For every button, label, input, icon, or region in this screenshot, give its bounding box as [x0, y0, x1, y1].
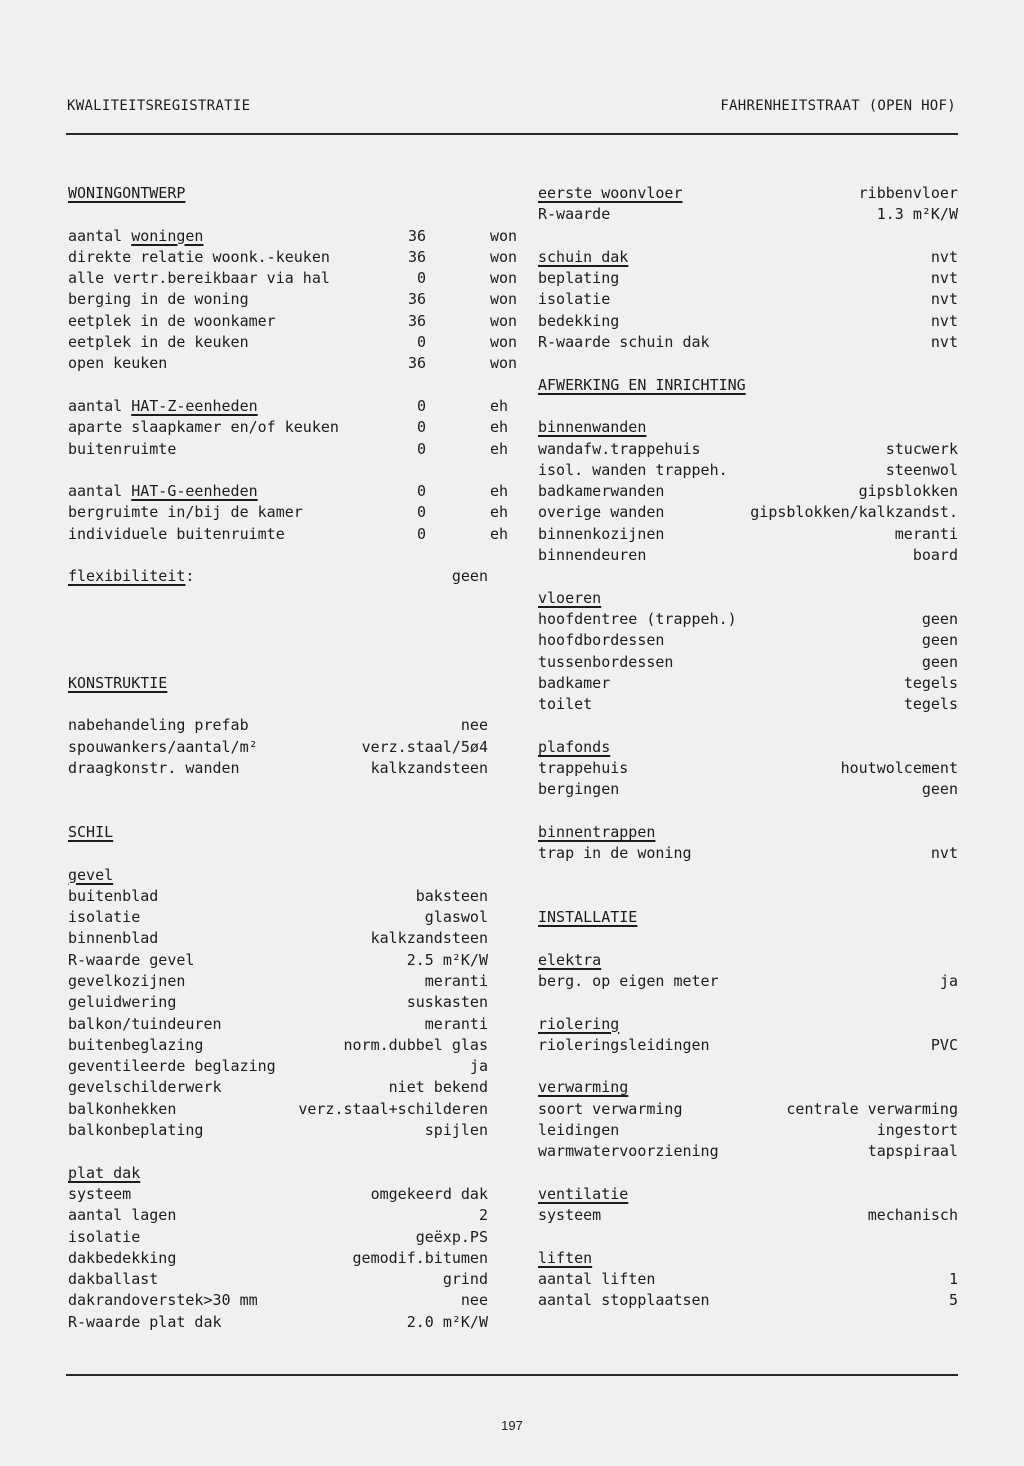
row-label: R-waarde gevel — [68, 950, 195, 969]
row-label: isolatie — [538, 290, 611, 309]
row-label: open keuken — [68, 354, 168, 373]
subsection-title-binnentrappen: binnentrappen — [538, 822, 656, 841]
row-value: niet bekend — [388, 1078, 488, 1097]
data-row — [68, 950, 488, 971]
data-row — [538, 481, 958, 502]
data-row — [538, 971, 958, 992]
data-row — [538, 758, 958, 779]
row-unit: eh — [490, 396, 509, 415]
data-row — [538, 1205, 958, 1226]
row-label: geluidwering — [68, 993, 177, 1012]
page-number: 197 — [501, 1418, 523, 1433]
row-label: draagkonstr. wanden — [68, 759, 240, 778]
row-label-prefix: aantal — [68, 396, 132, 415]
row-label: toilet — [538, 695, 593, 714]
row-value: geen — [921, 631, 958, 650]
row-label: eetplek in de woonkamer — [68, 311, 276, 330]
schuin-dak-value: nvt — [930, 247, 958, 266]
data-row — [68, 439, 509, 460]
row-value: kalkzandsteen — [370, 929, 488, 948]
row-value: tegels — [903, 695, 958, 714]
section-title-schil: SCHIL — [68, 822, 114, 841]
row-value: nee — [460, 716, 488, 735]
data-row — [538, 439, 958, 460]
row-value: omgekeerd dak — [370, 1184, 488, 1203]
row-label: bergruimte in/bij de kamer — [68, 503, 303, 522]
row-count: 36 — [407, 311, 426, 330]
data-row — [68, 1227, 488, 1248]
data-row — [538, 1120, 958, 1141]
row-label: hoofdentree (trappeh.) — [538, 609, 737, 628]
row-label: aparte slaapkamer en/of keuken — [68, 418, 339, 437]
data-row — [68, 1184, 488, 1205]
row-label: buitenbeglazing — [68, 1035, 204, 1054]
subsection-title-vloeren: vloeren — [538, 588, 602, 607]
row-label: bedekking — [538, 311, 620, 330]
row-label: berg. op eigen meter — [538, 971, 719, 990]
row-unit: won — [490, 247, 518, 266]
row-count: 36 — [407, 354, 426, 373]
flexibility-value: geen — [451, 567, 488, 586]
section-title-woningontwerp: WONINGONTWERP — [68, 184, 186, 202]
row-label: wandafw.trappehuis — [538, 439, 701, 458]
row-label: soort verwarming — [538, 1099, 683, 1118]
row-label: aantal liften — [538, 1270, 656, 1289]
row-label: spouwankers/aantal/m² — [68, 737, 258, 756]
data-row — [68, 353, 518, 374]
subsection-title-gevel: gevel — [68, 865, 114, 884]
row-label: R-waarde — [538, 205, 611, 224]
row-value: meranti — [424, 1014, 488, 1033]
row-value: nvt — [930, 290, 958, 309]
data-row — [538, 204, 958, 225]
data-row — [68, 971, 488, 992]
row-value: steenwol — [885, 460, 958, 479]
row-label: isolatie — [68, 908, 141, 927]
data-row — [538, 779, 958, 800]
row-unit: won — [490, 269, 518, 288]
row-value: 2.5 m²K/W — [406, 950, 488, 969]
row-label: direkte relatie woonk.-keuken — [68, 247, 330, 266]
section-title-konstruktie: KONSTRUKTIE — [68, 673, 168, 692]
data-row — [68, 417, 509, 438]
row-label: berging in de woning — [68, 290, 249, 309]
header-left: KWALITEITSREGISTRATIE — [67, 98, 251, 114]
row-value: 2.0 m²K/W — [406, 1312, 488, 1331]
data-row — [538, 609, 958, 630]
row-label: dakballast — [68, 1270, 159, 1289]
row-label: badkamerwanden — [538, 482, 665, 501]
row-count: 0 — [416, 524, 426, 543]
data-row — [68, 1290, 488, 1311]
row-unit: won — [490, 290, 518, 309]
row-label: beplating — [538, 269, 620, 288]
row-value: geen — [921, 609, 958, 628]
data-row — [68, 502, 509, 523]
data-row — [68, 396, 509, 417]
data-row — [68, 758, 488, 779]
data-row — [68, 1205, 488, 1226]
row-label: balkonbeplating — [68, 1121, 204, 1140]
data-row — [68, 289, 518, 310]
row-count: 0 — [416, 482, 426, 501]
row-value: nvt — [930, 333, 958, 352]
row-value: suskasten — [406, 993, 488, 1012]
row-count: 36 — [407, 290, 426, 309]
row-unit: won — [490, 311, 518, 330]
data-row — [68, 1077, 488, 1098]
subsection-title-plat-dak: plat dak — [68, 1163, 141, 1182]
data-row — [68, 907, 488, 928]
row-label: hoofdbordessen — [538, 631, 665, 650]
row-value: centrale verwarming — [786, 1099, 958, 1118]
row-label: bergingen — [538, 780, 620, 799]
row-label: isol. wanden trappeh. — [538, 460, 728, 479]
row-value: nvt — [930, 269, 958, 288]
row-label: trap in de woning — [538, 844, 692, 863]
row-label — [68, 226, 203, 247]
row-value: kalkzandsteen — [370, 759, 488, 778]
row-label-underlined: HAT-G-eenheden — [131, 482, 258, 501]
row-label: dakrandoverstek>30 mm — [68, 1291, 258, 1310]
row-label: rioleringsleidingen — [538, 1035, 710, 1054]
data-row — [538, 1290, 958, 1311]
row-value: meranti — [424, 971, 488, 990]
row-value: norm.dubbel glas — [343, 1035, 488, 1054]
row-label: trappehuis — [538, 759, 629, 778]
row-value: glaswol — [424, 908, 488, 927]
row-count: 36 — [407, 226, 426, 245]
row-value: ja — [469, 1057, 488, 1076]
row-value: PVC — [930, 1035, 958, 1054]
subsection-title-riolering: riolering — [538, 1014, 620, 1033]
row-unit: eh — [490, 482, 509, 501]
row-label: R-waarde plat dak — [68, 1312, 222, 1331]
row-label: balkon/tuindeuren — [68, 1014, 222, 1033]
data-row — [538, 268, 958, 289]
data-row — [538, 694, 958, 715]
data-row — [68, 1056, 488, 1077]
row-value: tapspiraal — [867, 1142, 958, 1161]
row-label: gevelkozijnen — [68, 971, 186, 990]
row-label: systeem — [68, 1184, 132, 1203]
row-label: badkamer — [538, 673, 611, 692]
row-label: nabehandeling prefab — [68, 716, 249, 735]
data-row — [538, 289, 958, 310]
row-count: 36 — [407, 247, 426, 266]
row-label-prefix: aantal — [68, 226, 132, 245]
row-value: baksteen — [415, 886, 488, 905]
row-label: aantal stopplaatsen — [538, 1291, 710, 1310]
flexibility-colon: : — [185, 567, 195, 586]
data-row — [538, 843, 958, 864]
footer-rule — [66, 1374, 958, 1376]
row-label: individuele buitenruimte — [68, 524, 285, 543]
data-row — [68, 481, 509, 502]
data-row — [538, 652, 958, 673]
data-row — [68, 332, 518, 353]
data-row — [68, 1035, 488, 1056]
data-row — [68, 737, 488, 758]
row-value: spijlen — [424, 1121, 488, 1140]
row-value: meranti — [894, 524, 958, 543]
row-count: 0 — [416, 269, 426, 288]
row-label: tussenbordessen — [538, 652, 674, 671]
row-label: buitenblad — [68, 886, 159, 905]
row-value: nvt — [930, 844, 958, 863]
row-value: ja — [939, 971, 958, 990]
data-row — [68, 524, 509, 545]
row-label-underlined: HAT-Z-eenheden — [131, 396, 258, 415]
row-label: warmwatervoorziening — [538, 1142, 719, 1161]
row-label: gevelschilderwerk — [68, 1078, 222, 1097]
row-value: geen — [921, 780, 958, 799]
data-row — [538, 1099, 958, 1120]
row-value: mechanisch — [867, 1206, 958, 1225]
row-value: houtwolcement — [840, 759, 958, 778]
row-value: gipsblokken/kalkzandst. — [750, 503, 958, 522]
data-row — [68, 1120, 488, 1141]
row-value: 5 — [948, 1291, 958, 1310]
subsection-title-elektra: elektra — [538, 950, 602, 969]
row-label — [68, 481, 258, 502]
data-row — [68, 226, 518, 247]
data-row — [68, 247, 518, 268]
row-label: aantal lagen — [68, 1206, 177, 1225]
data-row — [538, 524, 958, 545]
row-label: isolatie — [68, 1227, 141, 1246]
row-value: nvt — [930, 311, 958, 330]
row-label: eetplek in de keuken — [68, 333, 249, 352]
row-label: overige wanden — [538, 503, 665, 522]
row-count: 0 — [416, 396, 426, 415]
row-value: gipsblokken — [858, 482, 958, 501]
row-value: 1 — [948, 1270, 958, 1289]
data-row — [538, 1141, 958, 1162]
row-label: systeem — [538, 1206, 602, 1225]
row-count: 0 — [416, 418, 426, 437]
row-unit: eh — [490, 418, 509, 437]
data-row — [68, 268, 518, 289]
row-count: 0 — [416, 503, 426, 522]
section-title-afwerking: AFWERKING EN INRICHTING — [538, 375, 746, 394]
row-value: 1.3 m²K/W — [876, 205, 958, 224]
row-unit: won — [490, 226, 518, 245]
row-value: nee — [460, 1291, 488, 1310]
row-label: alle vertr.bereikbaar via hal — [68, 269, 330, 288]
row-label: dakbedekking — [68, 1248, 177, 1267]
subsection-title-ventilatie: ventilatie — [538, 1184, 629, 1203]
subsection-title-eerste-woonvloer: eerste woonvloer — [538, 184, 683, 202]
data-row — [538, 332, 958, 353]
data-row — [68, 715, 488, 736]
row-label-prefix: aantal — [68, 482, 132, 501]
data-row — [538, 1035, 958, 1056]
row-label: binnenkozijnen — [538, 524, 665, 543]
header-right: FAHRENHEITSTRAAT (OPEN HOF) — [720, 98, 956, 114]
data-row — [68, 886, 488, 907]
data-row — [68, 1014, 488, 1035]
row-value: ingestort — [876, 1121, 958, 1140]
flexibility-label: flexibiliteit — [68, 567, 186, 586]
row-value: geen — [921, 652, 958, 671]
row-label: binnenblad — [68, 929, 159, 948]
row-unit: eh — [490, 439, 509, 458]
row-value: geëxp.PS — [415, 1227, 488, 1246]
data-row — [68, 1312, 488, 1333]
header-rule — [66, 133, 958, 135]
data-row — [68, 1248, 488, 1269]
row-count: 0 — [416, 439, 426, 458]
flexibility-row — [68, 566, 488, 587]
row-value: grind — [442, 1270, 488, 1289]
data-row — [538, 673, 958, 694]
data-row — [538, 545, 958, 566]
row-value: gemodif.bitumen — [352, 1248, 488, 1267]
row-value: board — [912, 546, 958, 565]
row-label: R-waarde schuin dak — [538, 333, 710, 352]
data-row — [68, 1099, 488, 1120]
row-count: 0 — [416, 333, 426, 352]
data-row — [538, 1269, 958, 1290]
row-label-underlined: woningen — [131, 226, 204, 245]
section-title-installatie: INSTALLATIE — [538, 908, 638, 927]
row-label: binnendeuren — [538, 546, 647, 565]
data-row — [68, 992, 488, 1013]
left-column — [68, 183, 518, 1333]
subsection-title-binnenwanden: binnenwanden — [538, 418, 647, 437]
row-value: verz.staal/5ø4 — [361, 737, 488, 756]
data-row — [538, 460, 958, 481]
subsection-title-liften: liften — [538, 1248, 593, 1267]
row-value: stucwerk — [885, 439, 958, 458]
row-value: 2 — [478, 1206, 488, 1225]
data-row — [538, 502, 958, 523]
row-unit: eh — [490, 524, 509, 543]
eerste-woonvloer-value: ribbenvloer — [858, 184, 958, 202]
data-row — [68, 311, 518, 332]
subsection-title-verwarming: verwarming — [538, 1078, 629, 1097]
right-column — [538, 183, 958, 1312]
row-label: buitenruimte — [68, 439, 177, 458]
subsection-title-plafonds: plafonds — [538, 737, 611, 756]
data-row — [68, 928, 488, 949]
data-row — [68, 1269, 488, 1290]
row-value: verz.staal+schilderen — [298, 1099, 488, 1118]
row-value: tegels — [903, 673, 958, 692]
subsection-title-schuin-dak: schuin dak — [538, 247, 629, 266]
row-label: leidingen — [538, 1121, 620, 1140]
row-unit: won — [490, 354, 518, 373]
row-label: balkonhekken — [68, 1099, 177, 1118]
data-row — [538, 311, 958, 332]
row-label: geventileerde beglazing — [68, 1057, 276, 1076]
row-unit: won — [490, 333, 518, 352]
row-label — [68, 396, 258, 417]
data-row — [538, 630, 958, 651]
row-unit: eh — [490, 503, 509, 522]
